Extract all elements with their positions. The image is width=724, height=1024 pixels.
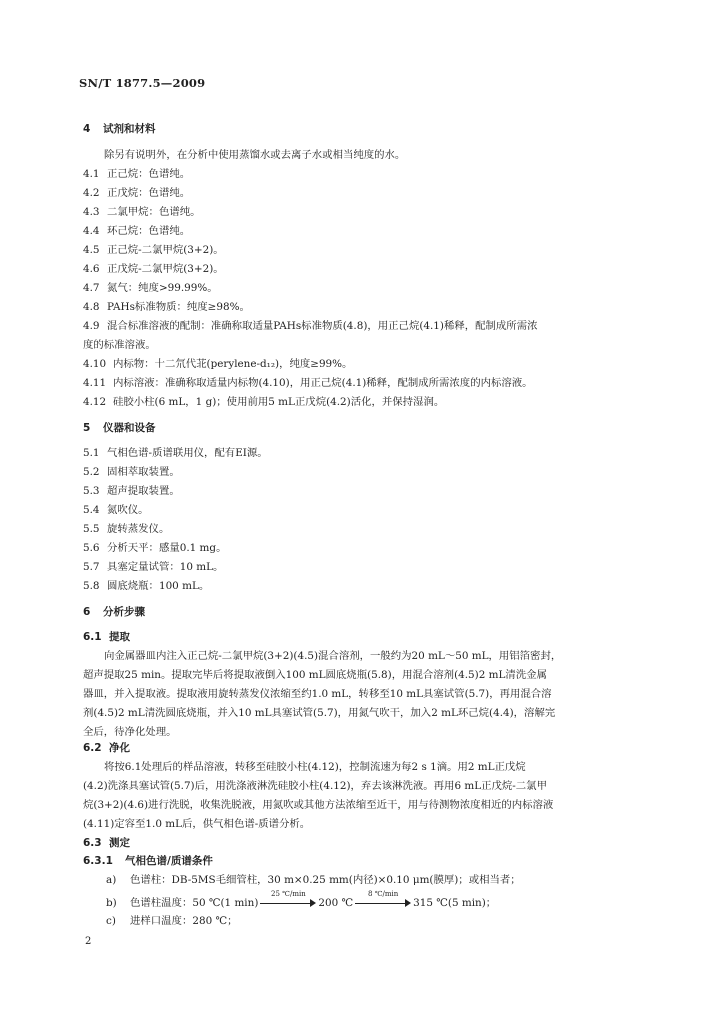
extraction-paragraph-line: 全后，待净化处理。: [83, 726, 177, 738]
item-5-8: 5.8 圆底烧瓶：100 mL。: [83, 580, 210, 592]
cleanup-paragraph-line: 将按6.1处理后的样品溶液，转移至硅胶小柱(4.12)，控制流速为每2 s 1滴。用2 mL正戊烷: [104, 761, 526, 773]
item-4-5: 4.5 正己烷-二氯甲烷(3+2)。: [83, 244, 224, 256]
item-5-7: 5.7 具塞定量试管：10 mL。: [83, 561, 224, 573]
section-6-3-1-heading: 6.3.1 气相色谱/质谱条件: [83, 855, 213, 867]
item-5-6: 5.6 分析天平：感量0.1 mg。: [83, 542, 227, 554]
item-4-2: 4.2 正戊烷：色谱纯。: [83, 187, 191, 199]
item-4-3: 4.3 二氯甲烷：色谱纯。: [83, 206, 201, 218]
item-5-4: 5.4 氮吹仪。: [83, 504, 149, 516]
item-4-4: 4.4 环己烷：色谱纯。: [83, 225, 191, 237]
section-6-1-heading: 6.1 提取: [83, 631, 130, 643]
extraction-paragraph-line: 剂(4.5)2 mL清洗圆底烧瓶，并入10 mL具塞试管(5.7)，用氮气吹干，加入2 mL环己烷(4.4)，溶解完: [83, 707, 556, 719]
extraction-paragraph-line: 超声提取25 min。提取完毕后将提取液倒入100 mL圆底烧瓶(5.8)，用混合溶剂(4.5)2 mL清洗金属: [83, 669, 547, 681]
cleanup-paragraph-line: 烷(3+2)(4.6)进行洗脱，收集洗脱液，用氮吹或其他方法浓缩至近干，用与待测物浓度相近的内标溶液: [83, 799, 554, 811]
item-4-9-continued: 度的标准溶液。: [83, 339, 156, 351]
extraction-paragraph-line: 向金属器皿内注入正己烷-二氯甲烷(3+2)(4.5)混合溶剂，一般约为20 mL～50 mL，用铝箔密封，: [104, 650, 562, 662]
item-4-8: 4.8 PAHs标准物质：纯度≥98%。: [83, 301, 250, 313]
item-4-9: 4.9 混合标准溶液的配制：准确称取适量PAHs标准物质(4.8)，用正己烷(4.1)稀释，配制成所需浓: [83, 320, 538, 332]
arrow-icon: 25 ℃/min: [260, 897, 316, 909]
section-title: 试剂和材料: [103, 123, 156, 135]
item-5-1: 5.1 气相色谱-质谱联用仪，配有EI源。: [83, 447, 268, 459]
condition-b-temperature-program: b) 色谱柱温度：50 ℃(1 min) 25 ℃/min 200 ℃ 8 ℃/min 315 ℃(5 min)；: [106, 890, 497, 909]
item-4-12: 4.12 硅胶小柱(6 mL，1 g)；使用前用5 mL正戊烷(4.2)活化，并保持湿润。: [83, 396, 445, 408]
item-4-11: 4.11 内标溶液：准确称取适量内标物(4.10)，用正己烷(4.1)稀释，配制成所需浓度的内标溶液。: [83, 377, 533, 389]
cleanup-paragraph-line: (4.11)定容至1.0 mL后，供气相色谱-质谱分析。: [83, 818, 311, 830]
standard-number: SN/T 1877.5—2009: [79, 76, 206, 90]
item-4-6: 4.6 正戊烷-二氯甲烷(3+2)。: [83, 263, 224, 275]
arrow-icon: 8 ℃/min: [355, 897, 411, 909]
item-4-10: 4.10 内标物：十二氘代苝(perylene-d₁₂)，纯度≥99%。: [83, 358, 353, 370]
item-5-5: 5.5 旋转蒸发仪。: [83, 523, 170, 535]
section-6-2-heading: 6.2 净化: [83, 742, 130, 754]
section-5-heading: 5 仪器和设备: [83, 422, 156, 434]
condition-c: c) 进样口温度：280 ℃；: [106, 915, 238, 927]
item-4-7: 4.7 氮气：纯度>99.99%。: [83, 282, 218, 294]
item-4-1: 4.1 正己烷：色谱纯。: [83, 168, 191, 180]
section-4-intro: 除另有说明外，在分析中使用蒸馏水或去离子水或相当纯度的水。: [104, 149, 406, 161]
section-number: 4: [83, 123, 91, 135]
page-number: 2: [85, 936, 92, 947]
item-5-2: 5.2 固相萃取装置。: [83, 466, 180, 478]
extraction-paragraph-line: 器皿，并入提取液。提取液用旋转蒸发仪浓缩至约1.0 mL，转移至10 mL具塞试管(5.7)，再用混合溶: [83, 688, 552, 700]
condition-a: a) 色谱柱：DB-5MS毛细管柱，30 m×0.25 mm(内径)×0.10 μm(膜厚)；或相当者；: [106, 874, 521, 886]
section-4-heading: [83, 122, 156, 136]
section-6-3-heading: 6.3 测定: [83, 837, 130, 849]
section-6-heading: 6 分析步骤: [83, 606, 145, 618]
item-5-3: 5.3 超声提取装置。: [83, 485, 180, 497]
cleanup-paragraph-line: (4.2)洗涤具塞试管(5.7)后，用洗涤液淋洗硅胶小柱(4.12)，弃去该淋洗液。再用6 mL正戊烷-二氯甲: [83, 780, 547, 792]
